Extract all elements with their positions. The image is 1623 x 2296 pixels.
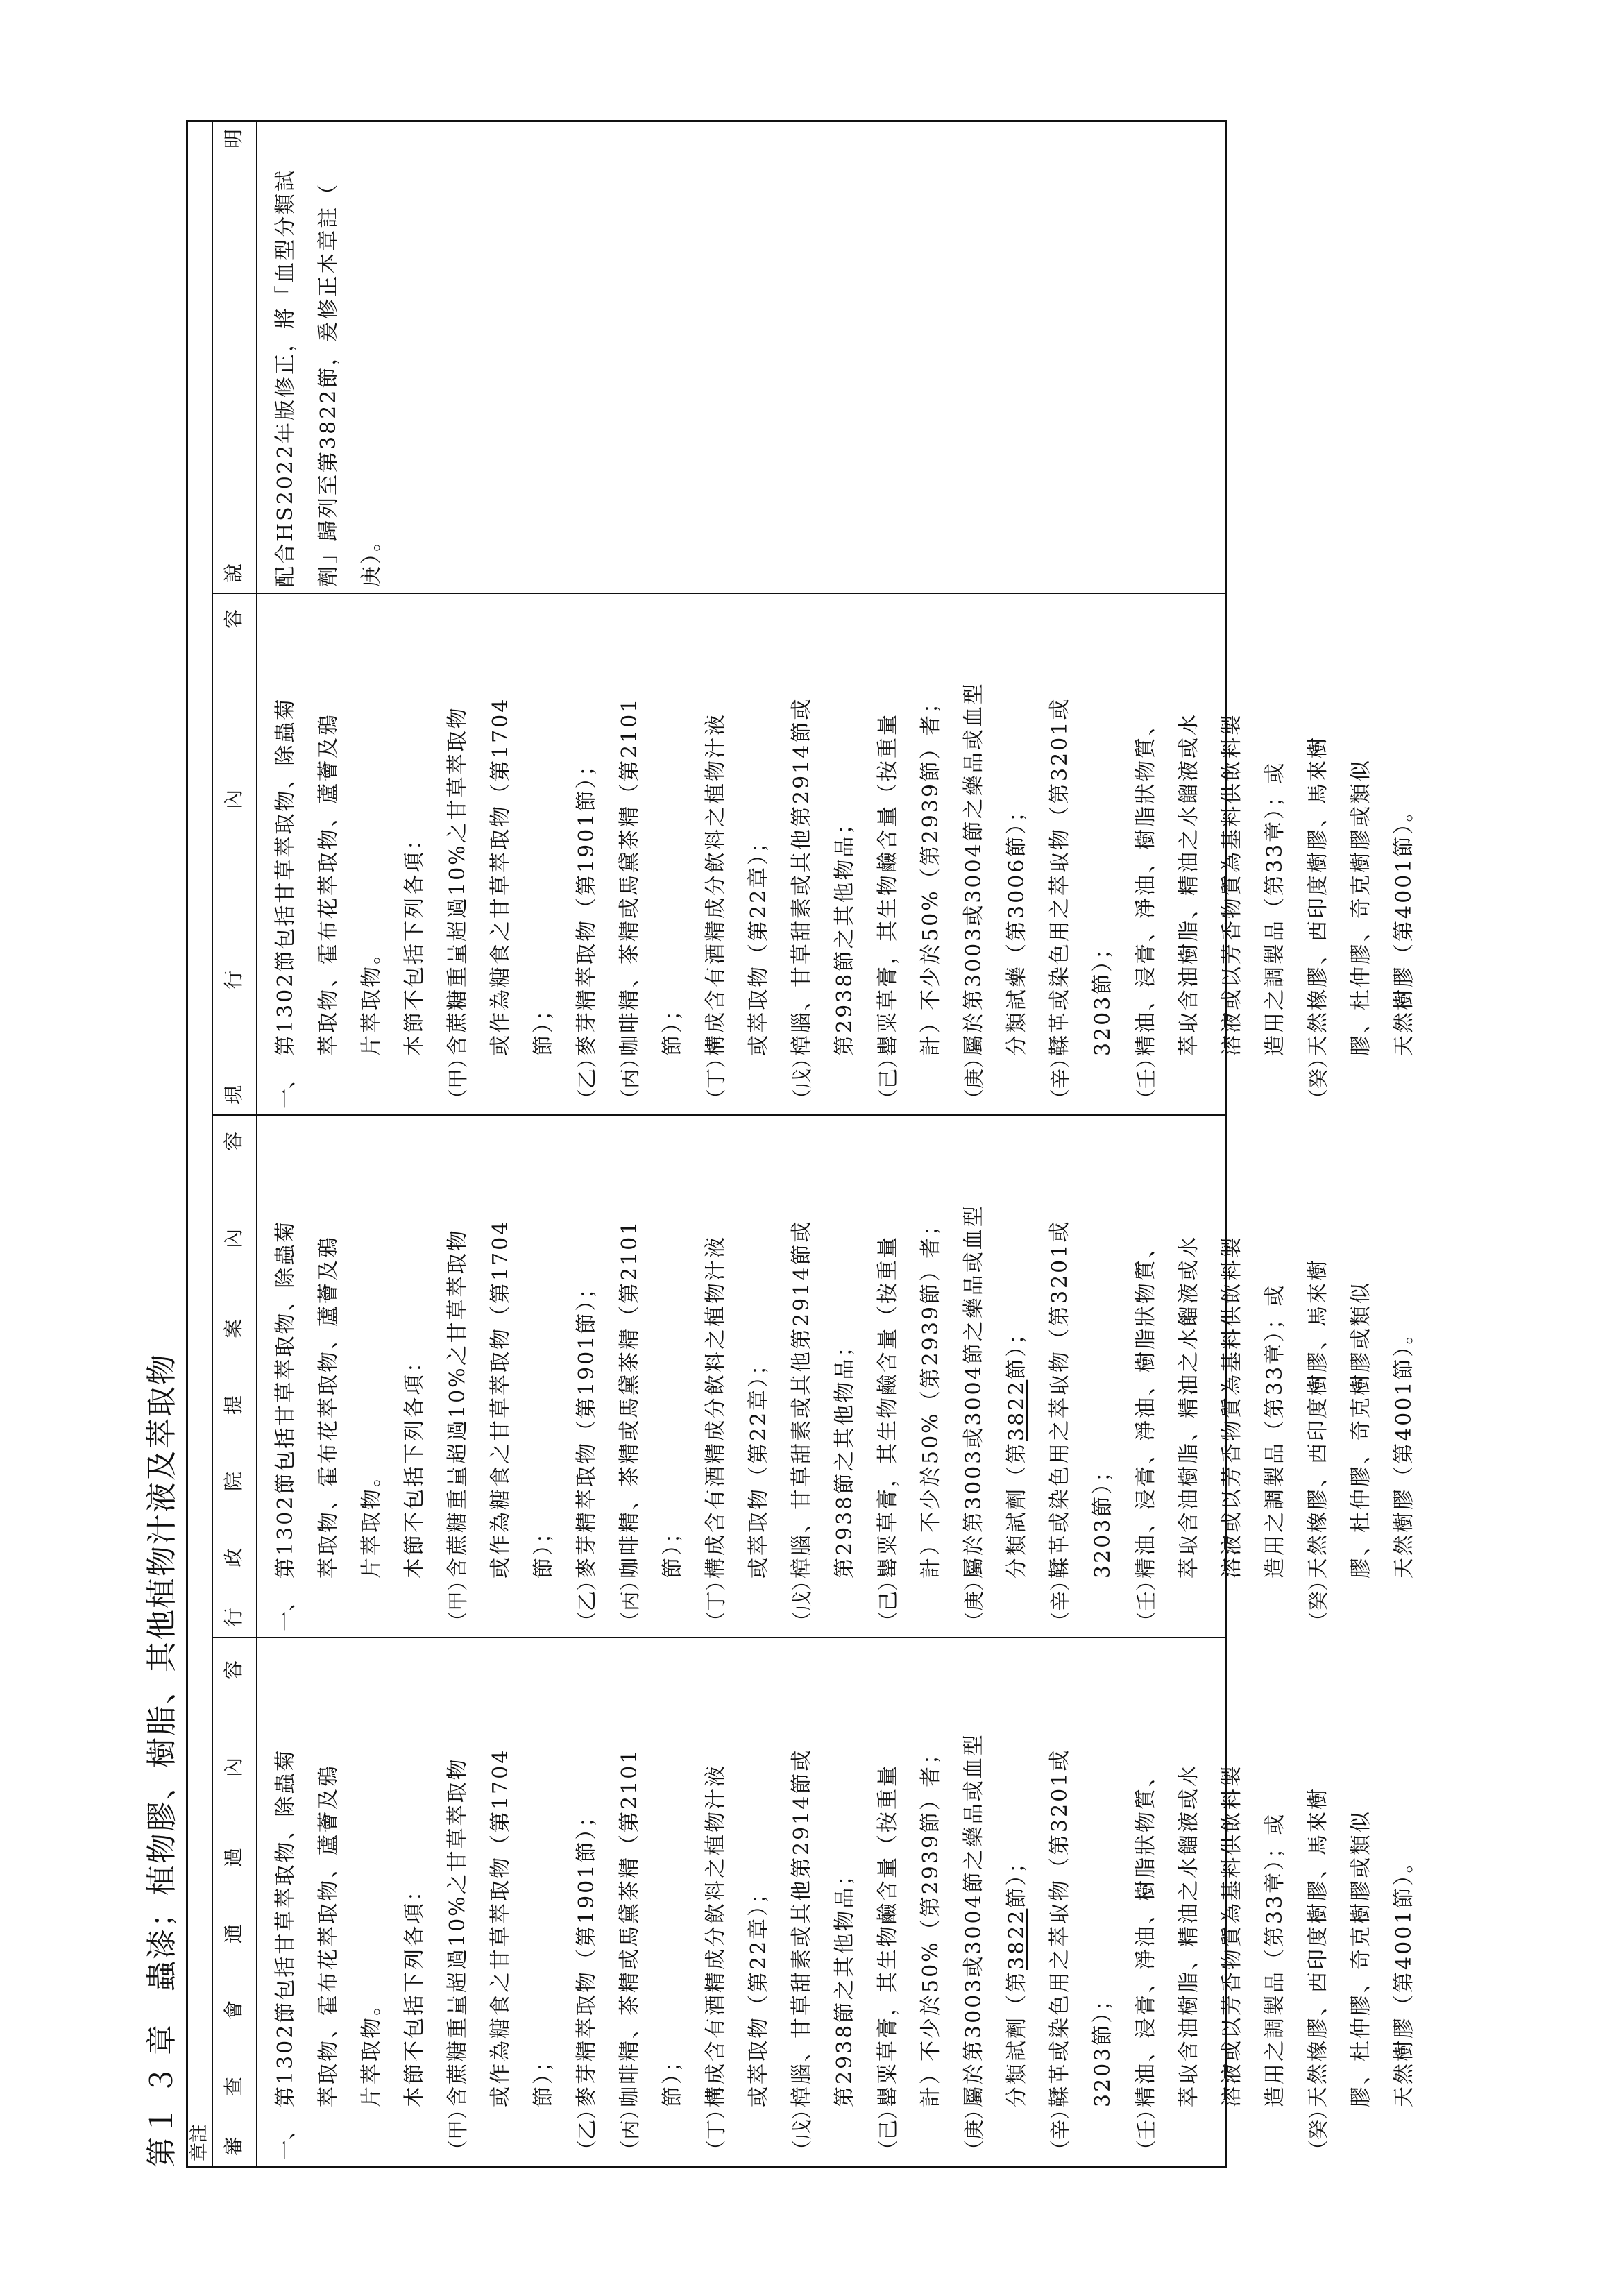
header-char: 明 — [222, 128, 245, 148]
clause-item — [781, 1121, 867, 1631]
clause-text — [264, 1121, 436, 1579]
column-proposal — [213, 1116, 1416, 1638]
clause-line: 第1302節包括甘草萃取物、除蟲菊 — [273, 697, 298, 1056]
clause-marker: （壬） — [1135, 1570, 1158, 1631]
clause-marker: （癸） — [1307, 1570, 1330, 1631]
clause-line: 咖啡精、茶精或馬黛茶精（第2101 — [618, 1748, 642, 2107]
clause-marker: （戊） — [790, 1048, 814, 1109]
geng-heading-number: 3822 — [1005, 1379, 1029, 1441]
clause-text — [566, 599, 609, 1056]
clause-text — [781, 1644, 867, 2107]
header-char: 案 — [222, 1318, 245, 1338]
column-header-current — [213, 594, 257, 1114]
explanation-note — [264, 128, 393, 587]
header-char: 行 — [222, 969, 245, 989]
geng-post: 節）； — [1005, 1321, 1029, 1380]
explanation-line: 庚）。 — [359, 529, 384, 587]
clause-text — [695, 599, 781, 1056]
clause-line: 罌粟草膏，其生物鹼含量（按重量 — [876, 713, 900, 1056]
clause-line: 天然樹膠（第4001節）。 — [1392, 1321, 1416, 1579]
header-char: 政 — [222, 1547, 245, 1567]
clause-item — [1039, 1121, 1125, 1631]
header-char: 院 — [222, 1471, 245, 1491]
clause-text — [867, 1644, 953, 2107]
header-char: 容 — [222, 609, 245, 629]
clause-line: 片萃取物。 — [359, 1993, 384, 2107]
clause-line: 溶液或以芳香物質為基料供飲料製 — [1220, 1764, 1244, 2107]
clause-line: 天然樹膠（第4001節）。 — [1392, 1850, 1416, 2107]
clause-line: 萃取含油樹脂、精油之水餾液或水 — [1177, 1764, 1201, 2107]
chapter-title — [139, 1353, 186, 2168]
clause-item — [1297, 599, 1426, 1109]
clause-line: 天然橡膠、西印度樹膠、馬來樹 — [1306, 1787, 1330, 2107]
clause-line — [996, 1644, 1039, 2107]
header-char: 說 — [222, 563, 245, 583]
clause-marker: 一、 — [274, 1068, 298, 1109]
clause-line — [996, 1121, 1039, 1579]
clause-line: 鞣革或染色用之萃取物（第3201或 — [1048, 1748, 1072, 2107]
clause-text — [953, 1644, 1039, 2107]
clause-text — [264, 1644, 436, 2107]
clause-marker: （乙） — [575, 2099, 599, 2160]
rotated-page — [139, 120, 1416, 2168]
clause-marker: 一、 — [274, 1590, 298, 1631]
clause-text — [566, 1644, 609, 2107]
column-current — [213, 594, 1416, 1116]
clause-text — [1125, 1644, 1297, 2107]
clause-line: 節）； — [661, 1520, 685, 1579]
clause-text — [1039, 1644, 1125, 2107]
header-char: 內 — [222, 1757, 245, 1777]
column-header-explanation — [213, 122, 257, 593]
clause-marker: （己） — [876, 2099, 900, 2160]
clause-marker: （戊） — [790, 2099, 814, 2160]
clause-line: 樟腦、甘草甜素或其他第2914節或 — [790, 697, 814, 1056]
clause-line: 鞣革或染色用之萃取物（第3201或 — [1048, 697, 1072, 1056]
clause-line: 計）不少於50%（第2939節）者； — [919, 690, 943, 1056]
clause-marker: （戊） — [790, 1570, 814, 1631]
clause-line: 麥芽精萃取物（第1901節）； — [575, 753, 599, 1056]
clause-text — [695, 1644, 781, 2107]
clause-marker: （丁） — [704, 2099, 728, 2160]
clause-line: 構成含有酒精成分飲料之植物汁液 — [704, 713, 728, 1056]
clause-marker: （己） — [876, 1048, 900, 1109]
clause-line: 萃取含油樹脂、精油之水餾液或水 — [1177, 1235, 1201, 1579]
clause-marker: （辛） — [1048, 2099, 1072, 2160]
header-char: 容 — [222, 1660, 245, 1680]
clause-line: 構成含有酒精成分飲料之植物汁液 — [704, 1235, 728, 1579]
clause-line: 罌粟草膏，其生物鹼含量（按重量 — [876, 1764, 900, 2107]
clause-line: 節）； — [661, 2049, 685, 2107]
clause-marker: （丙） — [618, 1048, 642, 1109]
geng-heading-number: 3822 — [1005, 1908, 1029, 1970]
clause-line: 計）不少於50%（第2939節）者； — [919, 1212, 943, 1579]
clause-item — [566, 1644, 609, 2160]
header-char: 內 — [222, 1228, 245, 1248]
clause-text — [695, 1121, 781, 1579]
comparison-table — [186, 120, 1416, 2168]
column-body-reviewed — [256, 1638, 1416, 2166]
clause-item — [436, 1121, 566, 1631]
clause-line: 或作為糖食之甘草萃取物（第1704 — [488, 697, 513, 1056]
clause-item — [566, 1121, 609, 1631]
clause-line: 咖啡精、茶精或馬黛茶精（第2101 — [618, 1219, 642, 1579]
clause-line: 節）； — [661, 998, 685, 1056]
clause-line: 天然樹膠（第4001節）。 — [1392, 799, 1416, 1056]
clause-text — [609, 599, 695, 1056]
column-header-proposal — [213, 1116, 257, 1637]
clause-marker: （壬） — [1135, 2099, 1158, 2160]
clause-line: 或萃取物（第22章）； — [747, 829, 771, 1056]
header-char: 審 — [222, 2136, 245, 2156]
clause-line: 天然橡膠、西印度樹膠、馬來樹 — [1306, 735, 1330, 1056]
clause-text — [867, 599, 953, 1056]
clause-item — [867, 1121, 953, 1631]
clause-line: 構成含有酒精成分飲料之植物汁液 — [704, 1764, 728, 2107]
clause-marker: （辛） — [1048, 1570, 1072, 1631]
clause-marker: （丙） — [618, 1570, 642, 1631]
clause-marker: （甲） — [446, 1570, 470, 1631]
clause-item — [867, 599, 953, 1109]
clause-line: 節）； — [532, 998, 556, 1056]
clause-text — [953, 1121, 1039, 1579]
header-char: 過 — [222, 1847, 245, 1867]
header-char: 行 — [222, 1607, 245, 1627]
clause-item — [867, 1644, 953, 2160]
clause-marker: （丁） — [704, 1570, 728, 1631]
clause-line: 屬於第3003或3004節之藥品或血型 — [962, 1733, 986, 2107]
clause-text — [609, 1121, 695, 1579]
clause-item — [436, 1644, 566, 2160]
clause-marker: （庚） — [962, 1048, 986, 1109]
clause-item — [1125, 599, 1297, 1109]
chapter-number: １３ — [144, 2055, 180, 2136]
clause-item — [781, 599, 867, 1109]
clause-line: 萃取物、霍布花萃取物、蘆薈及鴉 — [316, 1764, 341, 2107]
clause-text — [566, 1121, 609, 1579]
explanation-line: 配合HS2022年版修正，將「血型分類試 — [273, 168, 298, 587]
clause-line: 溶液或以芳香物質為基料供飲料製 — [1220, 1235, 1244, 1579]
clause-text — [436, 1644, 566, 2107]
clause-line: 含蔗糖重量超過10%之甘草萃取物 — [445, 1757, 470, 2107]
explanation-line: 劑」歸列至第3822節，爰修正本章註（ — [316, 182, 341, 587]
clause-item — [695, 599, 781, 1109]
clause-line: 膠、杜仲膠、奇克樹膠或類似 — [1349, 1281, 1373, 1579]
column-body-proposal — [256, 1116, 1416, 1637]
clause-item — [609, 599, 695, 1109]
clause-text — [264, 599, 436, 1056]
clause-line: 造用之調製品（第33章）；或 — [1263, 1812, 1287, 2107]
clause-item — [1039, 599, 1125, 1109]
clause-line: 3203節）； — [1091, 1459, 1115, 1579]
clause-text — [781, 599, 867, 1056]
clause-item — [264, 1121, 436, 1631]
column-body-current — [256, 594, 1416, 1114]
clause-marker: （乙） — [575, 1048, 599, 1109]
clause-line: 第2938節之其他物品； — [833, 1862, 857, 2107]
clause-text — [781, 1121, 867, 1579]
clause-text — [1125, 599, 1297, 1056]
clause-marker: 一、 — [274, 2119, 298, 2160]
clause-line: 第2938節之其他物品； — [833, 1334, 857, 1579]
clause-item — [1297, 1644, 1426, 2160]
chapter-suffix: 章 蟲漆；植物膠、樹脂、其他植物汁液及萃取物 — [144, 1353, 180, 2055]
clause-line: 麥芽精萃取物（第1901節）； — [575, 1275, 599, 1579]
clause-line: 樟腦、甘草甜素或其他第2914節或 — [790, 1219, 814, 1579]
clause-item — [695, 1121, 781, 1631]
clause-line: 罌粟草膏，其生物鹼含量（按重量 — [876, 1235, 900, 1579]
clause-marker: （乙） — [575, 1570, 599, 1631]
clause-line: 樟腦、甘草甜素或其他第2914節或 — [790, 1748, 814, 2107]
clause-marker: （庚） — [962, 1570, 986, 1631]
zhangzhu-label: 章註 — [188, 122, 213, 2166]
column-explanation — [213, 122, 1225, 594]
clause-marker: （己） — [876, 1570, 900, 1631]
clause-line: 含蔗糖重量超過10%之甘草萃取物 — [445, 1228, 470, 1579]
clause-item — [1125, 1644, 1297, 2160]
clause-line: 或作為糖食之甘草萃取物（第1704 — [488, 1748, 513, 2107]
header-char: 通 — [222, 1923, 245, 1944]
header-char: 現 — [222, 1085, 245, 1105]
clause-line: 溶液或以芳香物質為基料供飲料製 — [1220, 713, 1244, 1056]
chapter-prefix: 第 — [144, 2136, 180, 2168]
clause-line: 3203節）； — [1091, 936, 1115, 1056]
clause-item — [1125, 1121, 1297, 1631]
clause-line: 膠、杜仲膠、奇克樹膠或類似 — [1349, 1810, 1373, 2107]
clause-line: 或萃取物（第22章）； — [747, 1880, 771, 2107]
clause-marker: （癸） — [1307, 2099, 1330, 2160]
clause-line: 片萃取物。 — [359, 942, 384, 1056]
clause-text — [1039, 1121, 1125, 1579]
clause-item — [264, 1644, 436, 2160]
clause-text — [1125, 1121, 1297, 1579]
clause-marker: （甲） — [446, 2099, 470, 2160]
clause-marker: （庚） — [962, 2099, 986, 2160]
header-char: 查 — [222, 2076, 245, 2096]
column-header-reviewed — [213, 1638, 257, 2166]
clause-line: 鞣革或染色用之萃取物（第3201或 — [1048, 1219, 1072, 1579]
clause-text — [867, 1121, 953, 1579]
clause-line: 或作為糖食之甘草萃取物（第1704 — [488, 1219, 513, 1579]
clause-item — [781, 1644, 867, 2160]
clause-text — [436, 1121, 566, 1579]
clause-line: 咖啡精、茶精或馬黛茶精（第2101 — [618, 697, 642, 1056]
clause-line: 節）； — [532, 1520, 556, 1579]
clause-line: 萃取含油樹脂、精油之水餾液或水 — [1177, 713, 1201, 1056]
clause-line: 第1302節包括甘草萃取物、除蟲菊 — [273, 1748, 298, 2107]
clause-line: 萃取物、霍布花萃取物、蘆薈及鴉 — [316, 713, 341, 1056]
clause-item — [953, 599, 1039, 1109]
geng-old: 分類試藥（第3006節）； — [1005, 799, 1029, 1056]
header-char: 提 — [222, 1395, 245, 1415]
clause-line: 第1302節包括甘草萃取物、除蟲菊 — [273, 1219, 298, 1579]
clause-text — [1039, 599, 1125, 1056]
clause-line: 造用之調製品（第33章）；或 — [1263, 760, 1287, 1056]
header-char: 內 — [222, 789, 245, 809]
clause-line: 屬於第3003或3004節之藥品或血型 — [962, 1204, 986, 1579]
clause-item — [1039, 1644, 1125, 2160]
header-char: 容 — [222, 1131, 245, 1151]
clause-item — [1297, 1121, 1426, 1631]
clause-line: 精油、浸膏、淨油、樹脂狀物質、 — [1134, 1235, 1158, 1579]
clause-text — [953, 599, 1039, 1056]
clause-line: 第2938節之其他物品； — [833, 811, 857, 1056]
clause-line — [996, 599, 1039, 1056]
clause-line: 計）不少於50%（第2939節）者； — [919, 1741, 943, 2107]
clause-marker: （癸） — [1307, 1048, 1330, 1109]
clause-line: 屬於第3003或3004節之藥品或血型 — [962, 681, 986, 1056]
clause-line: 精油、浸膏、淨油、樹脂狀物質、 — [1134, 713, 1158, 1056]
clause-line: 造用之調製品（第33章）；或 — [1263, 1283, 1287, 1579]
clause-line: 天然橡膠、西印度樹膠、馬來樹 — [1306, 1258, 1330, 1579]
clause-marker: （壬） — [1135, 1048, 1158, 1109]
clause-line: 本節不包括下列各項： — [402, 827, 427, 1056]
column-reviewed — [213, 1638, 1416, 2166]
clause-line: 或萃取物（第22章）； — [747, 1352, 771, 1579]
clause-marker: （丁） — [704, 1048, 728, 1109]
clause-item — [695, 1644, 781, 2160]
clause-line: 本節不包括下列各項： — [402, 1878, 427, 2107]
clause-item — [609, 1644, 695, 2160]
clause-line: 片萃取物。 — [359, 1464, 384, 1579]
geng-pre: 分類試劑（第 — [1005, 1970, 1029, 2107]
clause-line: 萃取物、霍布花萃取物、蘆薈及鴉 — [316, 1235, 341, 1579]
clause-text — [1297, 1644, 1426, 2107]
clause-line: 節）； — [532, 2049, 556, 2107]
clause-marker: （甲） — [446, 1048, 470, 1109]
geng-pre: 分類試劑（第 — [1005, 1441, 1029, 1579]
clause-item — [566, 599, 609, 1109]
clause-item — [436, 599, 566, 1109]
clause-marker: （丙） — [618, 2099, 642, 2160]
clause-item — [609, 1121, 695, 1631]
header-char: 會 — [222, 2000, 245, 2020]
geng-post: 節）； — [1005, 1850, 1029, 1909]
clause-line: 精油、浸膏、淨油、樹脂狀物質、 — [1134, 1764, 1158, 2107]
clause-line: 3203節）； — [1091, 1987, 1115, 2107]
clause-line: 麥芽精萃取物（第1901節）； — [575, 1804, 599, 2107]
clause-item — [264, 599, 436, 1109]
clause-marker: （辛） — [1048, 1048, 1072, 1109]
clause-line: 含蔗糖重量超過10%之甘草萃取物 — [445, 706, 470, 1056]
clause-text — [609, 1644, 695, 2107]
clause-item — [953, 1644, 1039, 2160]
clause-item — [953, 1121, 1039, 1631]
clause-text — [436, 599, 566, 1056]
clause-text — [1297, 1121, 1426, 1579]
clause-line: 本節不包括下列各項： — [402, 1350, 427, 1579]
clause-line: 膠、杜仲膠、奇克樹膠或類似 — [1349, 758, 1373, 1056]
column-body-explanation — [256, 122, 1225, 593]
clause-text — [1297, 599, 1426, 1056]
